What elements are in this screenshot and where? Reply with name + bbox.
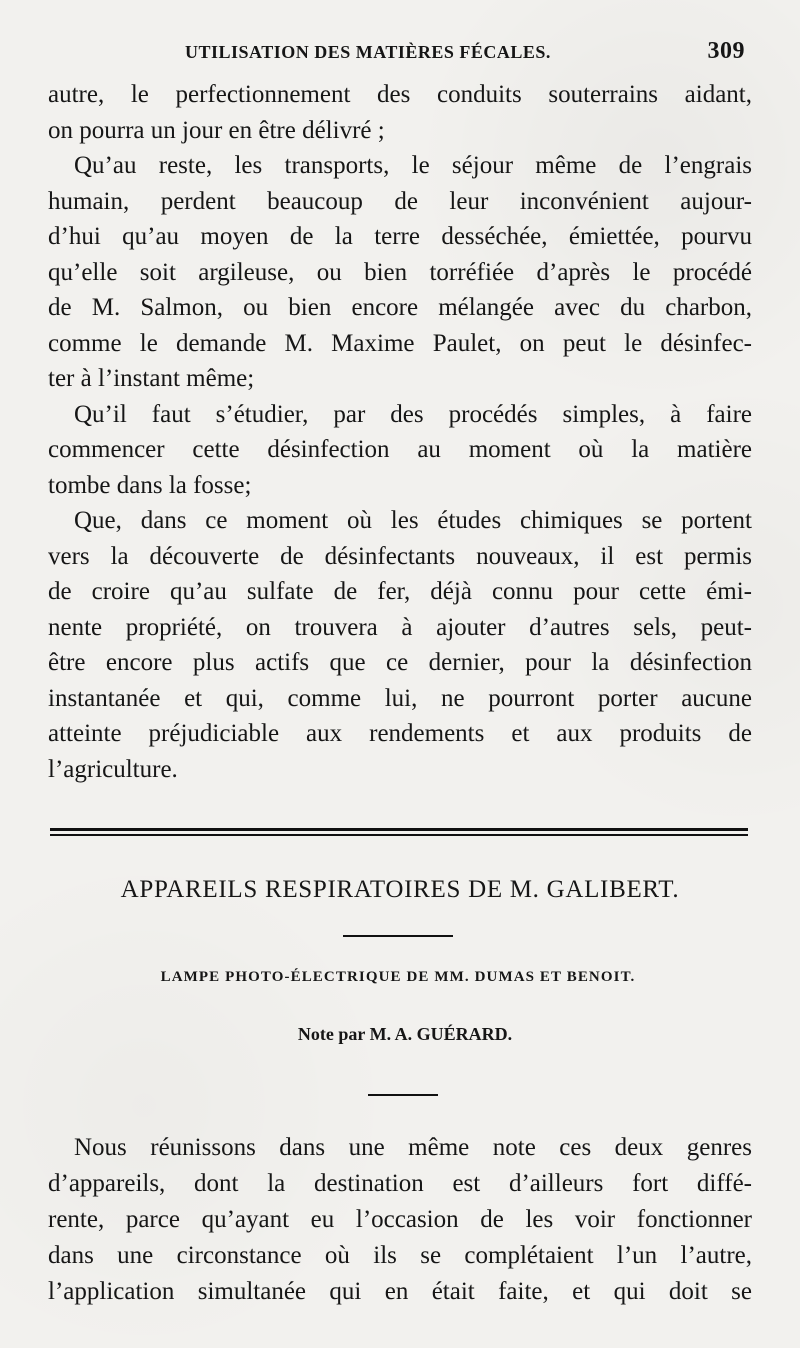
text-line: tombe dans la fosse;	[48, 471, 252, 499]
text-line: instantanée et qui, comme lui, ne pourront porter aucune	[48, 684, 752, 712]
section-divider-double-rule	[50, 828, 748, 836]
text-line: d’appareils, dont la destination est d’ailleurs fort diffé-	[48, 1170, 752, 1197]
text-line: dans une circonstance où ils se complétaient l’un l’autre,	[48, 1242, 752, 1269]
text-line: d’hui qu’au moyen de la terre desséchée, émiettée, pourvu	[48, 223, 752, 250]
text-line: on pourra un jour en être délivré ;	[48, 116, 385, 144]
text-line: qu’elle soit argileuse, ou bien torréfiée d’après le procédé	[48, 258, 752, 286]
text-line: Nous réunissons dans une même note ces deux genres	[74, 1134, 752, 1161]
text-line: ter à l’instant même;	[48, 365, 255, 392]
text-line: être encore plus actifs que ce dernier, pour la désinfection	[48, 649, 752, 676]
author-short-rule	[368, 1094, 438, 1096]
text-line: Qu’il faut s’étudier, par des procédés simples, à faire	[74, 400, 752, 428]
bottom-text-block	[48, 1130, 752, 1310]
text-line: Qu’au reste, les transports, le séjour même de l’engrais	[74, 152, 752, 179]
note-author-line: Note par M. A. GUÉRARD.	[297, 1024, 513, 1044]
page-header	[185, 38, 745, 70]
text-line: autre, le perfectionnement des conduits souterrains aidant,	[48, 81, 752, 108]
text-line: nente propriété, on trouvera à ajouter d’autres sels, peut-	[48, 613, 752, 641]
text-line: de croire qu’au sulfate de fer, déjà connu pour cette émi-	[48, 578, 752, 605]
running-title: UTILISATION DES MATIÈRES FÉCALES.	[185, 42, 551, 62]
text-line: l’application simultanée qui en était faite, et qui doit se	[48, 1278, 752, 1305]
text-line: humain, perdent beaucoup de leur inconvénient aujour-	[48, 187, 752, 215]
text-line: de M. Salmon, ou bien encore mélangée avec du charbon,	[48, 294, 752, 321]
text-line: atteinte préjudiciable aux rendements et aux produits de	[48, 720, 752, 747]
text-line: comme le demande M. Maxime Paulet, on peut le désinfec-	[48, 329, 752, 357]
section-title: APPAREILS RESPIRATOIRES DE M. GALIBERT.	[120, 876, 680, 903]
section-subtitle: LAMPE PHOTO-ÉLECTRIQUE DE MM. DUMAS ET BENOIT.	[160, 969, 636, 985]
title-short-rule	[343, 935, 453, 937]
page-number: 309	[707, 38, 745, 64]
text-line: commencer cette désinfection au moment où la matière	[48, 436, 752, 463]
text-line: rente, parce qu’ayant eu l’occasion de les voir fonctionner	[48, 1206, 752, 1233]
text-line: Que, dans ce moment où les études chimiques se portent	[74, 507, 752, 534]
text-line: vers la découverte de désinfectants nouveaux, il est permis	[48, 542, 752, 570]
text-line: l’agriculture.	[48, 755, 178, 783]
main-text-block	[48, 77, 752, 787]
